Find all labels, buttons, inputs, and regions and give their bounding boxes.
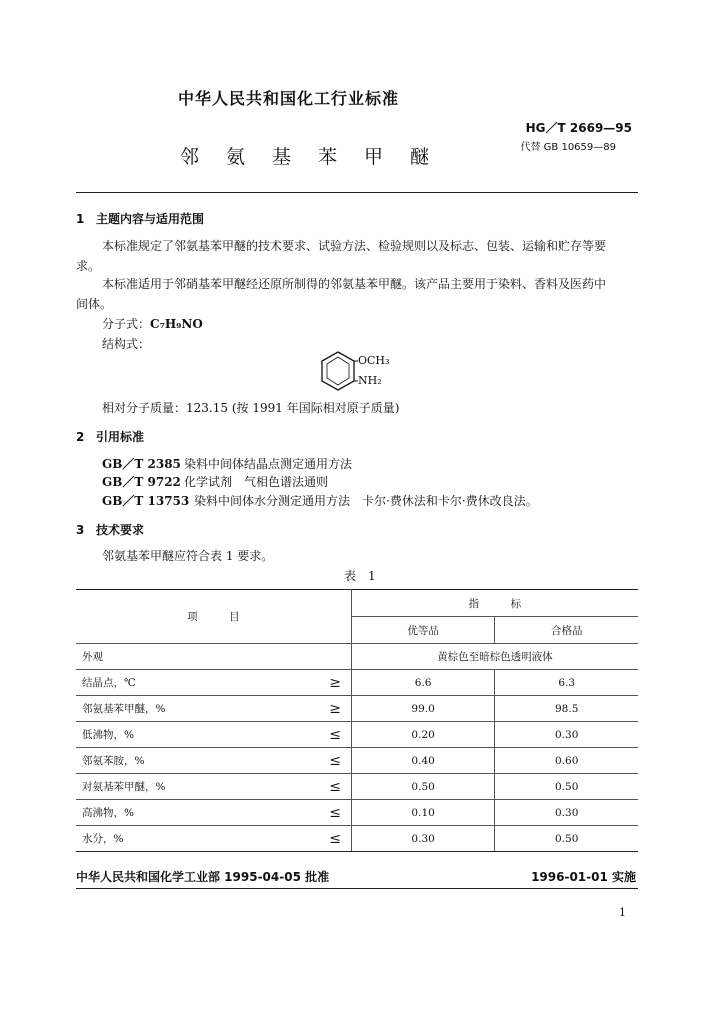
header-rule <box>76 192 638 193</box>
row-value-grade-2: 0.50 <box>495 774 638 800</box>
row-item: 高沸物，% <box>76 800 320 826</box>
para-1-line-2: 求。 <box>76 259 101 273</box>
section-3-heading <box>76 521 144 538</box>
row-item: 水分，% <box>76 826 320 852</box>
row-value-grade-2: 6.3 <box>495 670 638 696</box>
structure-label: 结构式： <box>102 337 151 351</box>
row-item: 邻氨苯胺，% <box>76 748 320 774</box>
row-value-grade-1: 0.30 <box>351 826 495 852</box>
section-2-title: 引用标准 <box>96 430 145 444</box>
table-row <box>76 774 638 800</box>
row-value-grade-1: 0.20 <box>351 722 495 748</box>
row-operator: ≤ <box>320 774 352 800</box>
formula-value: C₇H₉NO <box>150 317 203 331</box>
row-operator: ≤ <box>320 748 352 774</box>
header-grade-1: 优等品 <box>351 617 495 644</box>
table-row <box>76 644 638 670</box>
row-operator: ≤ <box>320 800 352 826</box>
row-value-grade-2: 0.30 <box>495 722 638 748</box>
table-row <box>76 696 638 722</box>
effective-date: 1996-01-01 实施 <box>531 870 636 884</box>
row-operator: ≥ <box>320 696 352 722</box>
footer-rule <box>76 888 638 889</box>
row-operator: ≤ <box>320 722 352 748</box>
row-value-grade-1: 0.50 <box>351 774 495 800</box>
document-title: 邻氨基苯甲醚 <box>180 146 457 168</box>
section-3-title: 技术要求 <box>96 523 145 537</box>
ref-item <box>102 472 328 492</box>
table-row <box>76 670 638 696</box>
row-item: 结晶点，℃ <box>76 670 320 696</box>
row-value-grade-2: 0.50 <box>495 826 638 852</box>
row-item: 对氨基苯甲醚，% <box>76 774 320 800</box>
ref-code: GB／T 9722 <box>102 475 181 489</box>
table-row <box>76 722 638 748</box>
standard-code: HG／T 2669—95 <box>525 121 632 135</box>
row-value-grade-2: 0.60 <box>495 748 638 774</box>
table-caption: 表 1 <box>344 569 376 583</box>
mass-value: 123.15 <box>186 401 229 415</box>
ref-item <box>102 454 352 474</box>
row-operator: ≤ <box>320 826 352 852</box>
para-2-line-2: 间体。 <box>76 297 113 311</box>
para-1-line-1: 本标准规定了邻氨基苯甲醚的技术要求、试验方法、检验规则以及标志、包装、运输和贮存等要 <box>102 239 607 253</box>
header-item: 项 目 <box>76 590 351 644</box>
row-item: 邻氨基苯甲醚，% <box>76 696 320 722</box>
spec-table <box>76 589 638 852</box>
row-item: 外观 <box>76 644 320 670</box>
row-value-grade-2: 98.5 <box>495 696 638 722</box>
header-index: 指 标 <box>351 590 638 617</box>
structure-och3: OCH₃ <box>358 354 390 367</box>
para-2-line-1: 本标准适用于邻硝基苯甲醚经还原所制得的邻氨基苯甲醚。该产品主要用于染料、香料及医药中 <box>102 277 607 291</box>
table-row <box>76 748 638 774</box>
header-grade-2: 合格品 <box>495 617 638 644</box>
ref-code: GB／T 2385 <box>102 457 181 471</box>
page-number: 1 <box>619 906 626 919</box>
formula-line <box>102 314 203 334</box>
ref-title: 化学试剂 气相色谱法通则 <box>184 475 329 489</box>
section-1-title: 主题内容与适用范围 <box>96 212 205 226</box>
section-3-intro: 邻氨基苯甲醚应符合表 1 要求。 <box>102 549 274 563</box>
table-row <box>76 826 638 852</box>
row-item: 低沸物，% <box>76 722 320 748</box>
molecular-mass-line <box>102 398 399 418</box>
org-standard-title: 中华人民共和国化工行业标准 <box>178 89 400 108</box>
table-header-row <box>76 590 638 617</box>
section-1-heading <box>76 210 204 227</box>
row-value-grade-1: 0.10 <box>351 800 495 826</box>
row-value-grade-2: 0.30 <box>495 800 638 826</box>
ref-title: 染料中间体水分测定通用方法 卡尔·费休法和卡尔·费休改良法。 <box>194 494 538 508</box>
row-value-grade-1: 99.0 <box>351 696 495 722</box>
replaces-standard: 代替 GB 10659—89 <box>520 142 616 153</box>
ref-item <box>102 491 538 511</box>
section-1-number: 1 <box>76 212 85 226</box>
structure-nh2: NH₂ <box>358 374 382 387</box>
benzene-ring-icon <box>318 350 358 394</box>
structural-formula <box>318 350 398 394</box>
appearance-value: 黄棕色至暗棕色透明液体 <box>351 644 638 670</box>
mass-label: 相对分子质量： <box>102 401 187 415</box>
row-value-grade-1: 0.40 <box>351 748 495 774</box>
ref-title: 染料中间体结晶点测定通用方法 <box>184 457 353 471</box>
section-2-number: 2 <box>76 430 85 444</box>
table-row <box>76 800 638 826</box>
section-2-heading <box>76 428 144 445</box>
section-3-number: 3 <box>76 523 85 537</box>
approval-line: 中华人民共和国化学工业部 1995-04-05 批准 <box>76 870 330 884</box>
row-value-grade-1: 6.6 <box>351 670 495 696</box>
mass-note: (按 1991 年国际相对原子质量) <box>231 401 400 415</box>
formula-label: 分子式： <box>102 317 151 331</box>
row-operator: ≥ <box>320 670 352 696</box>
ref-code: GB／T 13753 <box>102 494 190 508</box>
